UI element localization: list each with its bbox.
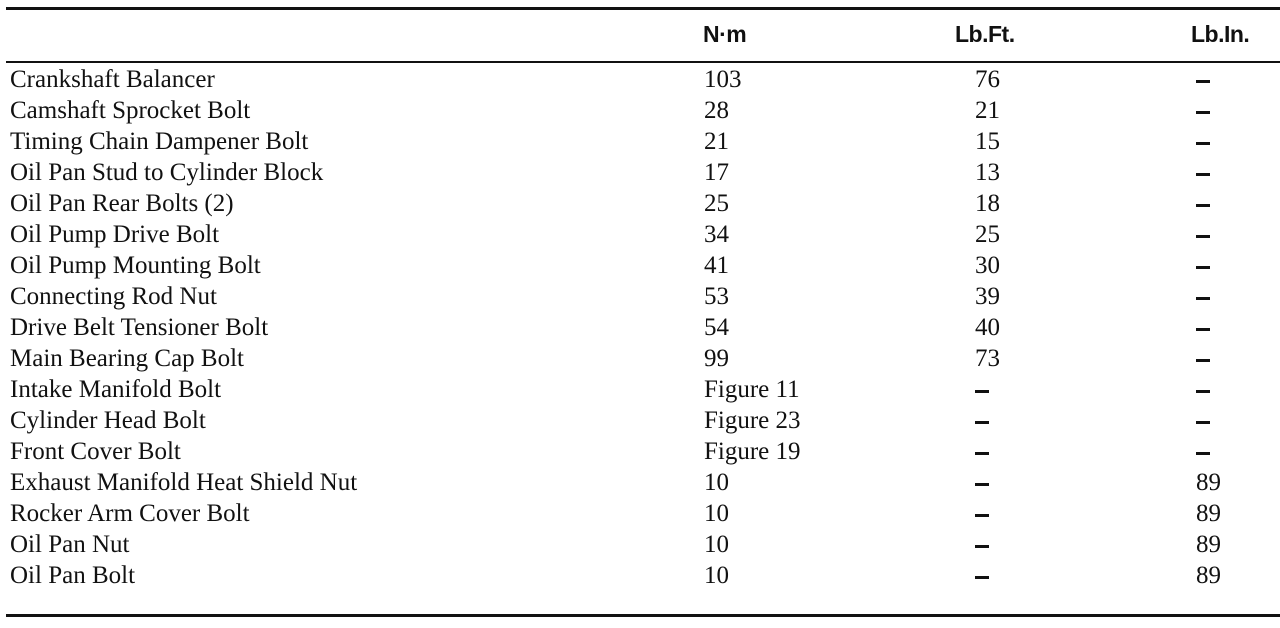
cell-lbft: 18 (975, 190, 1000, 217)
cell-lbin (1196, 312, 1210, 343)
cell-lbin (1196, 281, 1210, 312)
header-lbin: Lb.In. (1191, 21, 1250, 47)
cell-lbin: 89 (1196, 562, 1221, 589)
table-row (0, 343, 1280, 374)
cell-label: Intake Manifold Bolt (10, 376, 222, 403)
table-row (0, 219, 1280, 250)
table-row (0, 95, 1280, 126)
table-row (0, 64, 1280, 95)
cell-lbin: 89 (1196, 531, 1221, 558)
cell-label: Cylinder Head Bolt (10, 407, 206, 434)
cell-lbin (1196, 157, 1210, 188)
cell-nm: 10 (704, 562, 729, 589)
cell-lbin (1196, 64, 1210, 95)
cell-nm: 99 (704, 345, 729, 372)
cell-label: Oil Pan Stud to Cylinder Block (10, 159, 324, 186)
cell-nm: 10 (704, 469, 729, 496)
cell-nm: 21 (704, 128, 729, 155)
cell-label: Oil Pan Nut (10, 531, 130, 558)
cell-lbin: 89 (1196, 500, 1221, 527)
cell-nm: 25 (704, 190, 729, 217)
cell-nm: Figure 23 (704, 407, 801, 434)
cell-lbft (975, 498, 989, 529)
cell-nm: 10 (704, 500, 729, 527)
cell-lbin (1196, 126, 1210, 157)
cell-lbin (1196, 436, 1210, 467)
cell-lbin: 89 (1196, 469, 1221, 496)
cell-label: Timing Chain Dampener Bolt (10, 128, 309, 155)
cell-label: Connecting Rod Nut (10, 283, 217, 310)
cell-lbft: 15 (975, 128, 1000, 155)
table-row (0, 157, 1280, 188)
cell-nm: 53 (704, 283, 729, 310)
table-row (0, 436, 1280, 467)
cell-lbft: 13 (975, 159, 1000, 186)
table-row (0, 405, 1280, 436)
cell-lbft: 76 (975, 66, 1000, 93)
cell-label: Exhaust Manifold Heat Shield Nut (10, 469, 358, 496)
cell-label: Oil Pump Drive Bolt (10, 221, 220, 248)
cell-nm: 34 (704, 221, 729, 248)
cell-lbft (975, 560, 989, 591)
table-top-rule (6, 7, 1280, 10)
cell-lbft (975, 374, 989, 405)
cell-nm: 41 (704, 252, 729, 279)
cell-nm: 10 (704, 531, 729, 558)
table-row (0, 498, 1280, 529)
cell-nm: 17 (704, 159, 729, 186)
table-row (0, 281, 1280, 312)
table-row (0, 188, 1280, 219)
cell-label: Front Cover Bolt (10, 438, 181, 465)
cell-lbin (1196, 405, 1210, 436)
cell-label: Camshaft Sprocket Bolt (10, 97, 251, 124)
cell-lbin (1196, 374, 1210, 405)
cell-lbft: 30 (975, 252, 1000, 279)
cell-lbft (975, 467, 989, 498)
cell-nm: Figure 11 (704, 376, 800, 403)
cell-lbft: 21 (975, 97, 1000, 124)
cell-lbin (1196, 219, 1210, 250)
table-row (0, 312, 1280, 343)
cell-nm: 54 (704, 314, 729, 341)
cell-label: Main Bearing Cap Bolt (10, 345, 244, 372)
header-lbft: Lb.Ft. (955, 21, 1015, 47)
cell-nm: Figure 19 (704, 438, 801, 465)
cell-nm: 103 (704, 66, 742, 93)
cell-lbft: 39 (975, 283, 1000, 310)
cell-label: Oil Pan Bolt (10, 562, 136, 589)
table-row (0, 250, 1280, 281)
table-header (0, 17, 1280, 53)
cell-lbft (975, 529, 989, 560)
table-row (0, 126, 1280, 157)
cell-lbin (1196, 250, 1210, 281)
cell-lbin (1196, 343, 1210, 374)
cell-lbft: 40 (975, 314, 1000, 341)
table-row (0, 529, 1280, 560)
cell-nm: 28 (704, 97, 729, 124)
cell-lbft (975, 436, 989, 467)
cell-label: Oil Pan Rear Bolts (2) (10, 190, 234, 217)
cell-label: Rocker Arm Cover Bolt (10, 500, 250, 527)
table-row (0, 374, 1280, 405)
cell-lbin (1196, 188, 1210, 219)
table-row (0, 467, 1280, 498)
cell-lbft: 25 (975, 221, 1000, 248)
table-bottom-rule (6, 614, 1280, 617)
cell-lbft: 73 (975, 345, 1000, 372)
cell-label: Oil Pump Mounting Bolt (10, 252, 261, 279)
cell-lbin (1196, 95, 1210, 126)
header-nm: N·m (703, 21, 747, 47)
table-row (0, 560, 1280, 591)
cell-label: Drive Belt Tensioner Bolt (10, 314, 269, 341)
table-body (0, 64, 1280, 591)
cell-label: Crankshaft Balancer (10, 66, 215, 93)
cell-lbft (975, 405, 989, 436)
table-header-rule (6, 61, 1280, 63)
